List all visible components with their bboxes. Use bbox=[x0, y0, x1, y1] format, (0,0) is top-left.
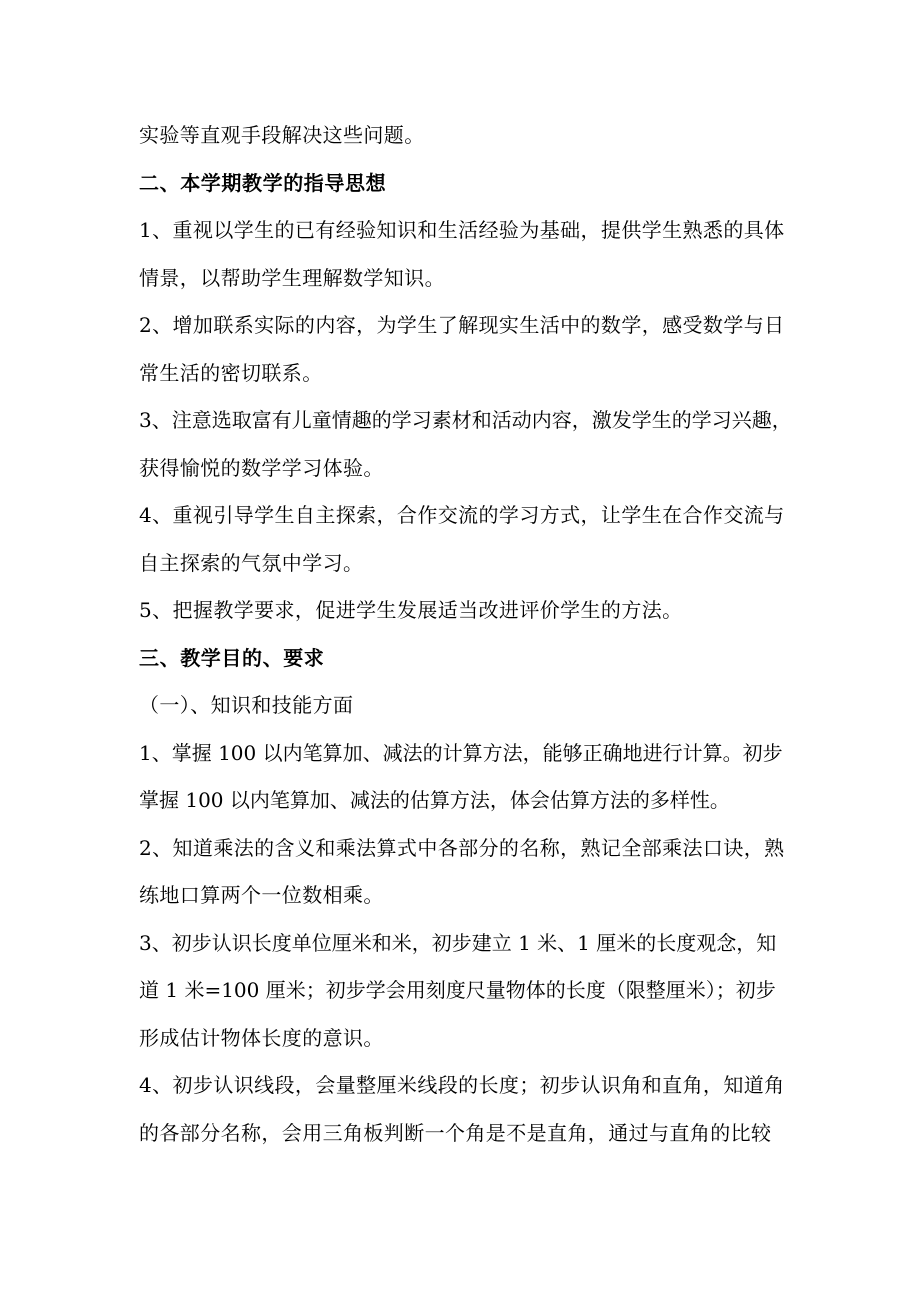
paragraph-line: 2、增加联系实际的内容，为学生了解现实生活中的数学，感受数学与日 bbox=[139, 313, 785, 337]
paragraph-line: 3、初步认识长度单位厘米和米，初步建立 1 米、1 厘米的长度观念，知 bbox=[139, 930, 777, 955]
paragraph-line: 获得愉悦的数学学习体验。 bbox=[139, 455, 384, 480]
paragraph-line: 的各部分名称，会用三角板判断一个角是不是直角，通过与直角的比较 bbox=[139, 1120, 772, 1145]
section-heading-objectives: 三、教学目的、要求 bbox=[139, 645, 325, 670]
document-body bbox=[139, 112, 799, 1157]
paragraph-line: 实验等直观手段解决这些问题。 bbox=[139, 123, 425, 147]
paragraph-line: 道 1 米=100 厘米；初步学会用刻度尺量物体的长度（限整厘米）；初步 bbox=[139, 978, 776, 1002]
paragraph-line: 1、重视以学生的已有经验知识和生活经验为基础，提供学生熟悉的具体 bbox=[139, 218, 785, 242]
paragraph-line: 4、初步认识线段，会量整厘米线段的长度；初步认识角和直角，知道角 bbox=[139, 1073, 785, 1097]
paragraph-line: 5、把握教学要求，促进学生发展适当改进评价学生的方法。 bbox=[139, 598, 683, 622]
section-heading-guiding-ideas: 二、本学期教学的指导思想 bbox=[139, 170, 387, 195]
paragraph-line: 4、重视引导学生自主探索，合作交流的学习方式，让学生在合作交流与 bbox=[139, 503, 785, 527]
paragraph-line: 情景，以帮助学生理解数学知识。 bbox=[139, 265, 445, 290]
paragraph-line: 3、注意选取富有儿童情趣的学习素材和活动内容，激发学生的学习兴趣， bbox=[139, 408, 792, 432]
paragraph-line: 自主探索的气氛中学习。 bbox=[139, 550, 364, 575]
paragraph-line: 形成估计物体长度的意识。 bbox=[139, 1025, 384, 1050]
paragraph-line: 2、知道乘法的含义和乘法算式中各部分的名称，熟记全部乘法口诀，熟 bbox=[139, 835, 785, 860]
subsection-heading-knowledge-skills: （一）、知识和技能方面 bbox=[139, 693, 354, 717]
paragraph-line: 1、掌握 100 以内笔算加、减法的计算方法，能够正确地进行计算。初步 bbox=[139, 740, 783, 765]
paragraph-line: 掌握 100 以内笔算加、减法的估算方法，体会估算方法的多样性。 bbox=[139, 788, 730, 812]
paragraph-line: 练地口算两个一位数相乘。 bbox=[139, 883, 384, 907]
paragraph-line: 常生活的密切联系。 bbox=[139, 360, 323, 385]
